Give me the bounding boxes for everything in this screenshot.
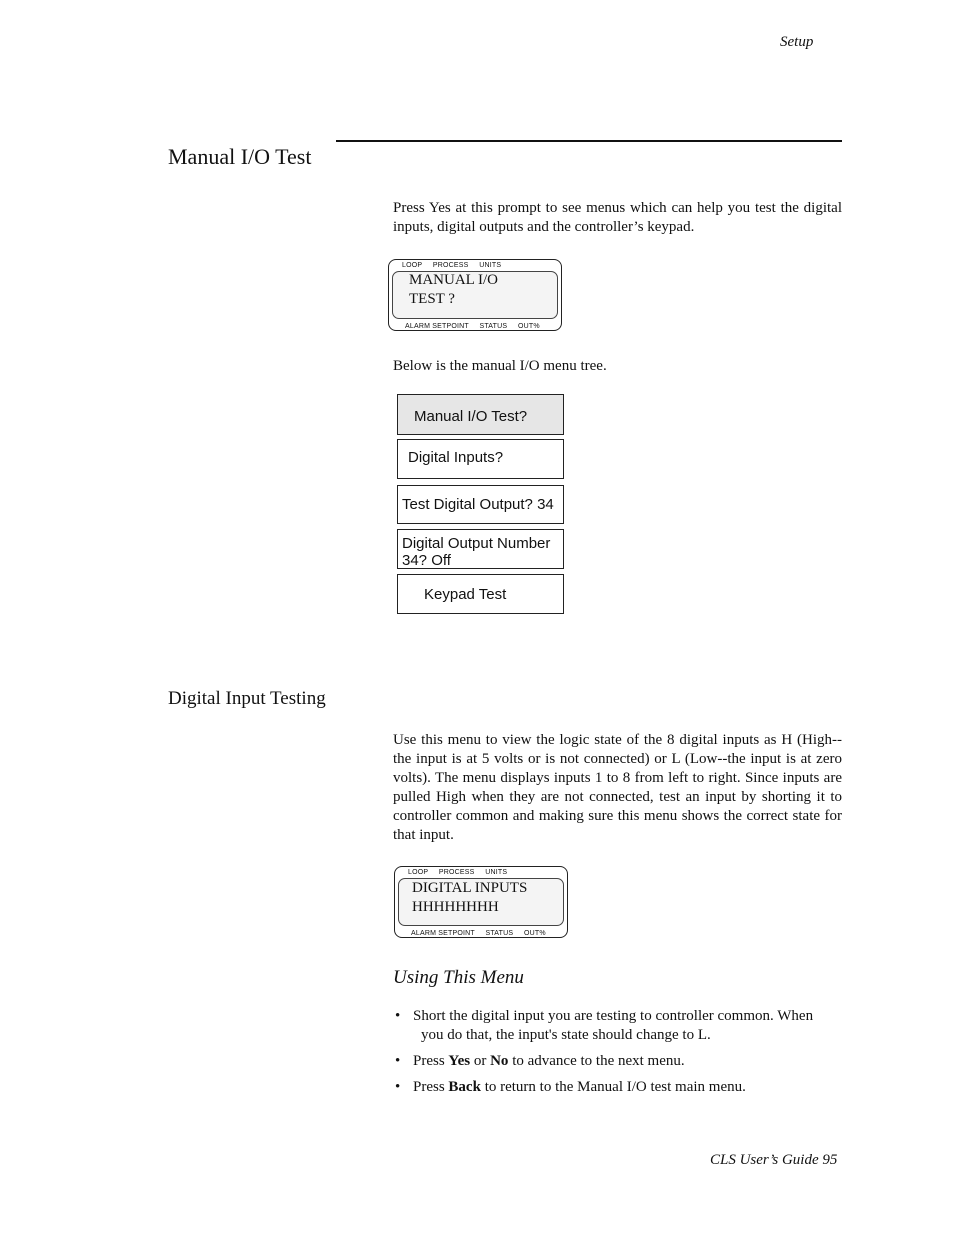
key-yes: Yes: [448, 1053, 471, 1069]
menu-tree-node-test-digital-output: [397, 485, 564, 524]
instruction-list: [393, 1007, 842, 1104]
intro-paragraph: Press Yes at this prompt to see menus which can help you test the digital inputs, digital outputs and the controller’s keypad.: [393, 200, 842, 235]
page-title: Manual I/O Test: [168, 144, 312, 169]
menu-tree-node-digital-inputs: [397, 439, 564, 479]
menu-tree-node-digital-output-number: [397, 529, 564, 569]
lcd-top-labels: LOOP PROCESS UNITS: [408, 869, 508, 876]
lcd-bottom-labels: ALARM SETPOINT STATUS OUT%: [411, 930, 546, 937]
lcd-line-1: DIGITAL INPUTS: [412, 880, 528, 896]
menu-tree-label-line1: Digital Output Number: [402, 535, 551, 552]
menu-tree-node-manual-io: [397, 394, 564, 435]
list-item: [393, 1052, 842, 1071]
menu-tree-node-keypad-test: [397, 574, 564, 614]
key-back: Back: [448, 1079, 481, 1095]
digital-input-paragraph: Use this menu to view the logic state of the 8 digital inputs as H (High--the input is at 5 volts or is not connected) or L (Low--the input is at zero volts). The menu displays inputs 1 to 8 from left to right. Since inputs are pulled High when they are not connected, test an input by shorting it to controller common and making sure this menu shows the correct state for that input.: [393, 732, 842, 843]
page-footer: CLS User’s Guide 95: [710, 1152, 838, 1168]
bullet-icon: •: [395, 1008, 401, 1024]
lcd-line-2: HHHHHHHH: [412, 899, 499, 915]
bullet-text-line1: Short the digital input you are testing to controller common. When: [413, 1008, 814, 1024]
bullet-icon: •: [395, 1079, 401, 1095]
list-item: [393, 1078, 842, 1097]
bullet-text: Press: [413, 1053, 449, 1069]
running-header: Setup: [780, 34, 814, 50]
menu-tree-label-line2: 34? Off: [402, 552, 451, 569]
lcd-line-2: TEST ?: [409, 291, 455, 307]
menu-tree-label: Test Digital Output? 34: [402, 496, 554, 513]
lcd-display-digital-inputs: [394, 866, 568, 938]
section-heading-digital-input-testing: Digital Input Testing: [168, 688, 326, 709]
tree-intro: Below is the manual I/O menu tree.: [393, 358, 607, 374]
menu-tree-label: Digital Inputs?: [408, 449, 504, 466]
lcd-display-manual-io: [388, 259, 562, 331]
subheading-using-this-menu: Using This Menu: [393, 967, 524, 988]
bullet-icon: •: [395, 1053, 401, 1069]
lcd-line-1: MANUAL I/O: [409, 272, 499, 288]
title-rule: [336, 140, 842, 142]
bullet-text: Press: [413, 1079, 449, 1095]
bullet-text: to return to the Manual I/O test main menu.: [480, 1079, 746, 1095]
bullet-text: or: [470, 1053, 491, 1069]
key-no: No: [490, 1053, 509, 1069]
list-item: [393, 1007, 842, 1045]
lcd-bottom-labels: ALARM SETPOINT STATUS OUT%: [405, 323, 540, 330]
bullet-text: to advance to the next menu.: [508, 1053, 685, 1069]
lcd-top-labels: LOOP PROCESS UNITS: [402, 262, 502, 269]
menu-tree-label: Keypad Test: [424, 586, 507, 603]
menu-tree-label: Manual I/O Test?: [414, 408, 528, 425]
bullet-text-line2: you do that, the input's state should change to L.: [421, 1027, 711, 1043]
